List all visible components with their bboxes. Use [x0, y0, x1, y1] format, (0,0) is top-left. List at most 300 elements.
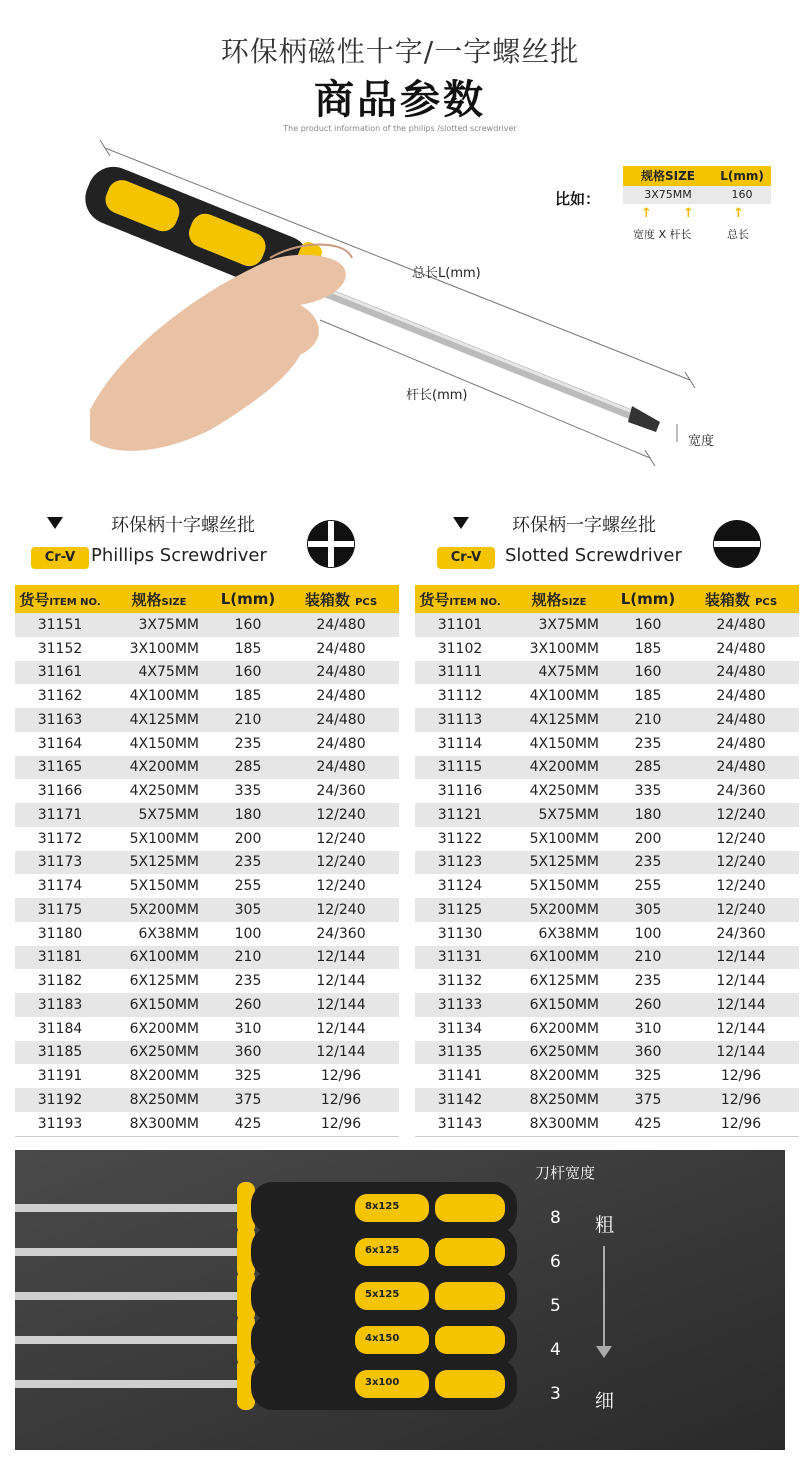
phillips-section-header: [15, 505, 400, 575]
cell-size: 8X300MM: [529, 1115, 599, 1132]
table-row: [15, 851, 399, 875]
table-row: [415, 1017, 799, 1041]
cell-item-no: 31113: [437, 711, 483, 728]
table-row: [15, 1064, 399, 1088]
cell-pack: 12/240: [716, 878, 766, 895]
cell-item-no: 31111: [437, 664, 483, 681]
cell-length: 260: [234, 996, 262, 1013]
cell-length: 235: [634, 854, 662, 871]
cell-size: 4X200MM: [129, 759, 199, 776]
cell-size: 4X250MM: [529, 783, 599, 800]
crv-badge: Cr-V: [437, 547, 495, 569]
cell-pack: 24/480: [716, 664, 766, 681]
header-pack-cn: 装箱数: [304, 590, 350, 609]
shaft-width-title: 刀杆宽度: [535, 1164, 596, 1182]
cell-length: 160: [234, 664, 262, 681]
cell-size: 3X75MM: [138, 616, 199, 633]
handle-size-label: 5x125: [365, 1289, 400, 1300]
cell-length: 100: [634, 925, 662, 942]
cell-pack: 12/240: [316, 878, 366, 895]
cell-length: 285: [634, 759, 662, 776]
cell-item-no: 31162: [37, 688, 83, 705]
cell-size: 6X38MM: [138, 925, 199, 942]
cell-length: 285: [234, 759, 262, 776]
cell-pack: 24/480: [716, 759, 766, 776]
header-size: [505, 589, 613, 610]
cell-pack: 24/480: [716, 735, 766, 752]
cell-pack: 12/96: [720, 1068, 762, 1085]
cell-size: 3X75MM: [538, 616, 599, 633]
table-row: [15, 708, 399, 732]
cell-size: 6X100MM: [529, 949, 599, 966]
cell-pack: 12/144: [316, 949, 366, 966]
cell-length: 310: [234, 1020, 262, 1037]
cell-item-no: 31123: [437, 854, 483, 871]
slotted-table-body: [415, 613, 799, 1137]
triangle-down-icon: [47, 517, 63, 529]
cell-item-no: 31171: [37, 806, 83, 823]
table-row: [15, 827, 399, 851]
cell-pack: 24/480: [716, 688, 766, 705]
cell-length: 235: [234, 854, 262, 871]
table-row: [15, 1041, 399, 1065]
header-len: L(mm): [620, 590, 676, 608]
cell-pack: 12/96: [720, 1091, 762, 1108]
table-row: [415, 946, 799, 970]
cell-item-no: 31141: [437, 1068, 483, 1085]
header-item: [15, 589, 105, 610]
cell-size: 4X200MM: [529, 759, 599, 776]
cell-size: 8X200MM: [529, 1068, 599, 1085]
thin-label: 细: [595, 1390, 615, 1412]
cell-item-no: 31173: [37, 854, 83, 871]
handle-size-label: 8x125: [365, 1201, 400, 1212]
handle-grip-patch: [435, 1326, 505, 1354]
header-pack-cn: 装箱数: [704, 590, 750, 609]
cell-item-no: 31192: [37, 1091, 83, 1108]
table-row: [15, 1112, 399, 1136]
example-row-len: 160: [731, 188, 753, 201]
screwdriver-shaft: [15, 1292, 255, 1300]
cell-item-no: 31181: [37, 949, 83, 966]
cell-item-no: 31101: [437, 616, 483, 633]
cell-pack: 12/96: [720, 1115, 762, 1132]
table-row: [15, 1088, 399, 1112]
cell-pack: 24/480: [716, 616, 766, 633]
phillips-table-header: [15, 585, 399, 613]
header-size-en: SIZE: [161, 596, 187, 608]
cell-item-no: 31143: [437, 1115, 483, 1132]
cell-size: 6X250MM: [129, 1044, 199, 1061]
cell-pack: 24/360: [316, 925, 366, 942]
cell-length: 305: [634, 901, 662, 918]
cell-pack: 12/240: [716, 806, 766, 823]
cell-length: 235: [634, 973, 662, 990]
header-pack-en: PCS: [755, 596, 778, 608]
cell-length: 325: [634, 1068, 662, 1085]
cell-size: 4X125MM: [529, 711, 599, 728]
cell-item-no: 31116: [437, 783, 483, 800]
table-row: [415, 637, 799, 661]
screwdriver-shaft: [15, 1380, 255, 1388]
page-title: 商品参数: [314, 77, 486, 123]
hand-shape: [90, 255, 346, 451]
table-row: [15, 922, 399, 946]
cell-length: 100: [234, 925, 262, 942]
cell-length: 185: [634, 640, 662, 657]
cell-length: 160: [234, 616, 262, 633]
table-row: [415, 732, 799, 756]
table-row: [415, 851, 799, 875]
cell-item-no: 31130: [437, 925, 483, 942]
cell-item-no: 31134: [437, 1020, 483, 1037]
cell-length: 180: [634, 806, 662, 823]
cell-size: 6X150MM: [529, 996, 599, 1013]
cell-size: 5X100MM: [529, 830, 599, 847]
cell-pack: 12/144: [316, 1044, 366, 1061]
cell-item-no: 31174: [37, 878, 83, 895]
page-english-subtitle: The product information of the philips /slotted screwdriver: [283, 124, 517, 133]
table-row: [415, 708, 799, 732]
screwdriver-shaft: [15, 1204, 255, 1212]
cell-item-no: 31180: [37, 925, 83, 942]
cell-size: 4X125MM: [129, 711, 199, 728]
table-row: [415, 1041, 799, 1065]
cell-item-no: 31185: [37, 1044, 83, 1061]
table-row: [415, 1112, 799, 1136]
table-row: [15, 898, 399, 922]
cell-length: 235: [234, 973, 262, 990]
header-item: [415, 589, 505, 610]
cell-length: 180: [234, 806, 262, 823]
cell-item-no: 31166: [37, 783, 83, 800]
cell-item-no: 31133: [437, 996, 483, 1013]
cell-size: 4X250MM: [129, 783, 199, 800]
cell-size: 6X125MM: [129, 973, 199, 990]
table-row: [15, 993, 399, 1017]
cell-item-no: 31165: [37, 759, 83, 776]
cell-length: 335: [634, 783, 662, 800]
cell-length: 335: [234, 783, 262, 800]
cell-pack: 12/240: [716, 854, 766, 871]
arrow-down-icon: [596, 1346, 612, 1358]
cell-item-no: 31132: [437, 973, 483, 990]
example-row-size: 3X75MM: [644, 188, 692, 201]
cell-size: 5X100MM: [129, 830, 199, 847]
cell-pack: 12/144: [716, 996, 766, 1013]
cell-size: 4X75MM: [538, 664, 599, 681]
page-subtitle: 环保柄磁性十字/一字螺丝批: [220, 35, 580, 68]
header-item-cn: 货号: [19, 590, 50, 609]
cell-pack: 24/360: [716, 783, 766, 800]
cell-length: 255: [634, 878, 662, 895]
width-number: 8: [550, 1208, 561, 1228]
width-number: 5: [550, 1296, 561, 1316]
total-length-label: 总长L(mm): [412, 266, 481, 281]
cell-size: 6X38MM: [538, 925, 599, 942]
screwdriver-lineup-illustration: [15, 1150, 785, 1450]
width-label: 宽度: [688, 434, 715, 449]
cell-item-no: 31142: [437, 1091, 483, 1108]
cell-item-no: 31135: [437, 1044, 483, 1061]
cell-pack: 24/480: [316, 711, 366, 728]
cell-length: 310: [634, 1020, 662, 1037]
cell-size: 5X200MM: [529, 901, 599, 918]
cell-size: 4X150MM: [129, 735, 199, 752]
cell-size: 3X100MM: [129, 640, 199, 657]
example-arrow-total: 总长: [727, 228, 749, 241]
cell-size: 5X125MM: [129, 854, 199, 871]
cell-pack: 24/480: [316, 759, 366, 776]
cell-length: 305: [234, 901, 262, 918]
cell-pack: 12/240: [316, 854, 366, 871]
example-label: 比如：: [555, 190, 601, 208]
cell-pack: 24/480: [316, 664, 366, 681]
cell-pack: 12/96: [320, 1115, 362, 1132]
table-row: [415, 1088, 799, 1112]
arrow-up-icon: ↑: [683, 206, 694, 221]
cell-pack: 12/240: [716, 830, 766, 847]
example-head-size: 规格SIZE: [640, 169, 695, 183]
cell-item-no: 31161: [37, 664, 83, 681]
page-header: [0, 0, 800, 140]
example-table: [623, 166, 771, 204]
cell-length: 210: [234, 949, 262, 966]
header-size-cn: 规格: [131, 590, 162, 609]
handle-size-label: 6x125: [365, 1245, 400, 1256]
width-number: 3: [550, 1384, 561, 1404]
cell-item-no: 31164: [37, 735, 83, 752]
cell-length: 360: [634, 1044, 662, 1061]
phillips-table-body: [15, 613, 399, 1137]
width-number: 4: [550, 1340, 561, 1360]
handle-size-label: 4x150: [365, 1333, 400, 1344]
cell-pack: 12/96: [320, 1068, 362, 1085]
cell-item-no: 31175: [37, 901, 83, 918]
cell-pack: 12/144: [716, 973, 766, 990]
cell-pack: 24/360: [716, 925, 766, 942]
table-row: [415, 661, 799, 685]
example-head-len: L(mm): [720, 169, 764, 183]
table-row: [15, 874, 399, 898]
crv-badge: Cr-V: [31, 547, 89, 569]
cell-length: 360: [234, 1044, 262, 1061]
cell-length: 185: [634, 688, 662, 705]
cell-pack: 12/96: [320, 1091, 362, 1108]
example-arrow-width-length: 宽度 X 杆长: [633, 228, 692, 241]
cell-length: 200: [234, 830, 262, 847]
screwdriver-lineup-photo: [15, 1150, 785, 1450]
thick-label: 粗: [595, 1214, 615, 1236]
cell-length: 425: [234, 1115, 262, 1132]
table-row: [415, 803, 799, 827]
cell-item-no: 31152: [37, 640, 83, 657]
cell-item-no: 31124: [437, 878, 483, 895]
width-number: 6: [550, 1252, 561, 1272]
cell-size: 4X100MM: [529, 688, 599, 705]
header-item-cn: 货号: [419, 590, 450, 609]
arrow-up-icon: ↑: [641, 206, 652, 221]
cell-size: 6X100MM: [129, 949, 199, 966]
cell-length: 160: [634, 616, 662, 633]
cell-pack: 12/144: [716, 1020, 766, 1037]
cell-size: 6X150MM: [129, 996, 199, 1013]
header-size-en: SIZE: [561, 596, 587, 608]
table-row: [15, 637, 399, 661]
cell-item-no: 31122: [437, 830, 483, 847]
cell-item-no: 31125: [437, 901, 483, 918]
header-size-cn: 规格: [531, 590, 562, 609]
cell-length: 200: [634, 830, 662, 847]
cell-pack: 24/360: [316, 783, 366, 800]
cell-pack: 12/240: [316, 901, 366, 918]
shaft-length-label: 杆长(mm): [406, 388, 468, 403]
cell-item-no: 31114: [437, 735, 483, 752]
cell-pack: 12/240: [316, 806, 366, 823]
cell-size: 6X125MM: [529, 973, 599, 990]
cell-pack: 12/144: [316, 973, 366, 990]
table-row: [15, 661, 399, 685]
cell-size: 5X125MM: [529, 854, 599, 871]
table-row: [415, 898, 799, 922]
cell-length: 235: [234, 735, 262, 752]
cell-size: 5X150MM: [129, 878, 199, 895]
cell-length: 255: [234, 878, 262, 895]
cell-length: 210: [634, 711, 662, 728]
cell-item-no: 31102: [437, 640, 483, 657]
cell-pack: 24/480: [316, 616, 366, 633]
cell-length: 425: [634, 1115, 662, 1132]
cell-size: 5X150MM: [529, 878, 599, 895]
table-row: [15, 613, 399, 637]
table-row: [15, 756, 399, 780]
cell-length: 185: [234, 688, 262, 705]
cell-size: 8X250MM: [529, 1091, 599, 1108]
table-row: [415, 756, 799, 780]
cell-length: 375: [234, 1091, 262, 1108]
header-item-en: ITEM NO.: [449, 596, 501, 608]
cell-item-no: 31112: [437, 688, 483, 705]
slotted-section-header: [415, 505, 800, 575]
cell-size: 6X200MM: [529, 1020, 599, 1037]
phillips-head-icon: [306, 519, 356, 569]
phillips-title-cn: 环保柄十字螺丝批: [111, 515, 255, 536]
cell-item-no: 31184: [37, 1020, 83, 1037]
table-row: [15, 779, 399, 803]
cell-pack: 12/144: [716, 1044, 766, 1061]
table-row: [415, 874, 799, 898]
cell-length: 260: [634, 996, 662, 1013]
thick-to-thin-line: [603, 1246, 605, 1352]
cell-item-no: 31182: [37, 973, 83, 990]
table-row: [415, 922, 799, 946]
cell-size: 8X200MM: [129, 1068, 199, 1085]
table-row: [415, 779, 799, 803]
cell-item-no: 31115: [437, 759, 483, 776]
cell-item-no: 31151: [37, 616, 83, 633]
screwdriver-shaft: [15, 1336, 255, 1344]
cell-size: 5X200MM: [129, 901, 199, 918]
cell-length: 160: [634, 664, 662, 681]
cell-size: 8X250MM: [129, 1091, 199, 1108]
cell-item-no: 31172: [37, 830, 83, 847]
header-pack: [683, 589, 799, 610]
slotted-title-cn: 环保柄一字螺丝批: [512, 515, 656, 536]
cell-item-no: 31191: [37, 1068, 83, 1085]
table-row: [15, 946, 399, 970]
cell-pack: 24/480: [716, 640, 766, 657]
cell-pack: 12/144: [316, 1020, 366, 1037]
cell-pack: 24/480: [316, 735, 366, 752]
screwdriver-shaft: [15, 1248, 255, 1256]
header-pack: [283, 589, 399, 610]
cell-length: 185: [234, 640, 262, 657]
handle-grip-patch: [435, 1370, 505, 1398]
cell-item-no: 31193: [37, 1115, 83, 1132]
table-row: [415, 1064, 799, 1088]
cell-length: 325: [234, 1068, 262, 1085]
table-row: [415, 613, 799, 637]
cell-size: 6X250MM: [529, 1044, 599, 1061]
table-row: [415, 993, 799, 1017]
cell-size: 4X100MM: [129, 688, 199, 705]
table-row: [15, 969, 399, 993]
cell-length: 210: [234, 711, 262, 728]
slotted-title-en: Slotted Screwdriver: [505, 545, 682, 566]
cell-size: 4X150MM: [529, 735, 599, 752]
table-row: [15, 684, 399, 708]
cell-pack: 12/240: [716, 901, 766, 918]
cell-item-no: 31183: [37, 996, 83, 1013]
cell-pack: 12/144: [316, 996, 366, 1013]
handle-grip-patch: [435, 1194, 505, 1222]
example-table-row: [623, 186, 771, 204]
cell-length: 235: [634, 735, 662, 752]
cell-length: 375: [634, 1091, 662, 1108]
phillips-table: [15, 585, 399, 1137]
cell-size: 8X300MM: [129, 1115, 199, 1132]
slotted-table-header: [415, 585, 799, 613]
cell-size: 3X100MM: [529, 640, 599, 657]
table-row: [415, 827, 799, 851]
slotted-head-icon: [712, 519, 762, 569]
cell-size: 4X75MM: [138, 664, 199, 681]
header-size: [105, 589, 213, 610]
cell-pack: 12/240: [316, 830, 366, 847]
handle-grip-patch: [435, 1282, 505, 1310]
cell-item-no: 31121: [437, 806, 483, 823]
cell-pack: 24/480: [316, 640, 366, 657]
table-row: [15, 732, 399, 756]
cell-length: 210: [634, 949, 662, 966]
cell-item-no: 31163: [37, 711, 83, 728]
cell-size: 5X75MM: [538, 806, 599, 823]
table-row: [15, 1017, 399, 1041]
cell-size: 6X200MM: [129, 1020, 199, 1037]
table-row: [415, 969, 799, 993]
example-arrows: [623, 206, 783, 250]
cell-pack: 24/480: [316, 688, 366, 705]
handle-size-label: 3x100: [365, 1377, 400, 1388]
table-row: [415, 684, 799, 708]
cell-size: 5X75MM: [138, 806, 199, 823]
cell-pack: 24/480: [716, 711, 766, 728]
slotted-table: [415, 585, 799, 1137]
header-pack-en: PCS: [355, 596, 378, 608]
handle-grip-patch: [435, 1238, 505, 1266]
header-item-en: ITEM NO.: [49, 596, 101, 608]
example-table-header: [623, 166, 771, 186]
